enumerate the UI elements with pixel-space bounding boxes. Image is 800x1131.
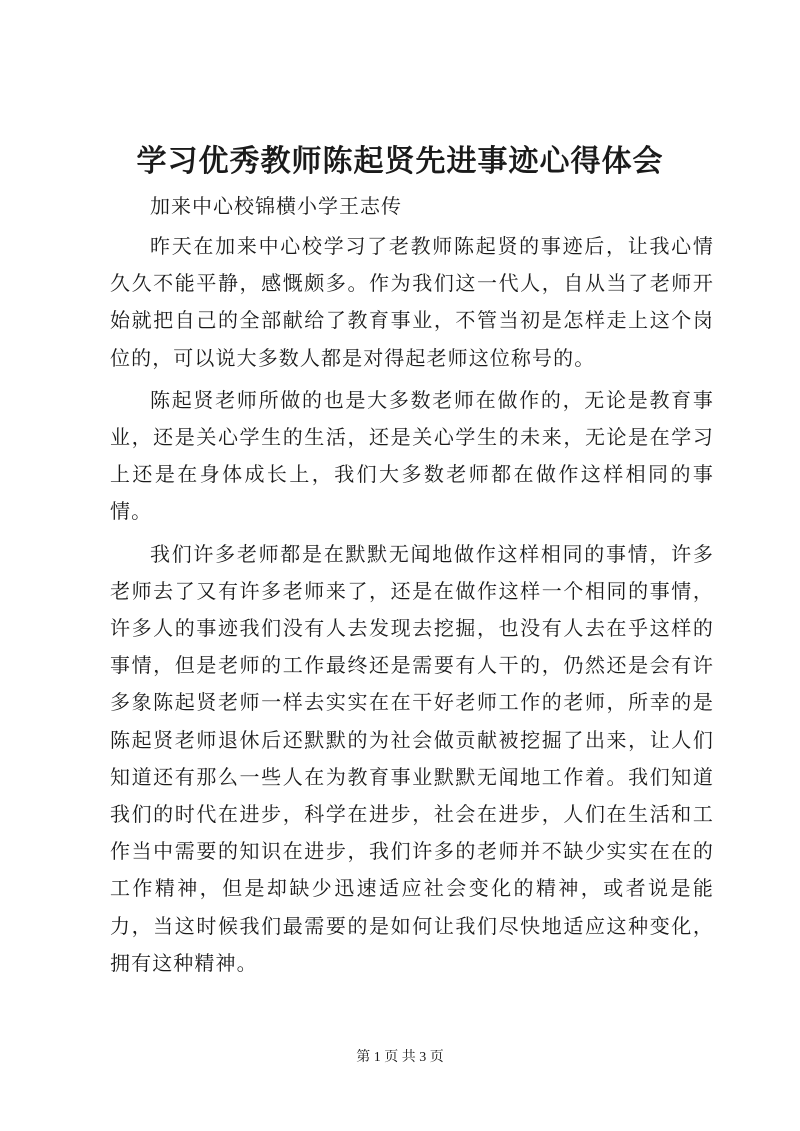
- paragraph-3: 我们许多老师都是在默默无闻地做作这样相同的事情，许多老师去了又有许多老师来了，还是在做作这样一个相同的事情，许多人的事迹我们没有人去发现去挖掘，也没有人去在乎这样的事情，但是老师的工作最终还是需要有人干的，仍然还是会有许多象陈起贤老师一样去实实在在干好老师工作的老师，所幸的是陈起贤老师退休后还默默的为社会做贡献被挖掘了出来，让人们知道还有那么一些人在为教育事业默默无闻地工作着。我们知道我们的时代在进步，科学在进步，社会在进步，人们在生活和工作当中需要的知识在进步，我们许多的老师并不缺少实实在在的工作精神，但是却缺少迅速适应社会变化的精神，或者说是能力，当这时候我们最需要的是如何让我们尽快地适应这种变化，拥有这种精神。: [110, 541, 714, 975]
- paragraph-2: 陈起贤老师所做的也是大多数老师在做作的，无论是教育事业，还是关心学生的生活，还是关心学生的未来，无论是在学习上还是在身体成长上，我们大多数老师都在做作这样相同的事情。: [110, 387, 714, 524]
- paragraph-1: 昨天在加来中心校学习了老教师陈起贤的事迹后，让我心情久久不能平静，感慨颇多。作为我们这一代人，自从当了老师开始就把自己的全部献给了教育事业，不管当初是怎样走上这个岗位的，可以说大多数人都是对得起老师这位称号的。: [110, 234, 714, 370]
- page-number-footer: 第 1 页 共 3 页: [356, 1050, 444, 1065]
- document-body: [110, 228, 714, 987]
- document-title: 学习优秀教师陈起贤先进事迹心得体会: [136, 144, 664, 179]
- author-line: 加来中心校锦横小学王志传: [150, 194, 402, 218]
